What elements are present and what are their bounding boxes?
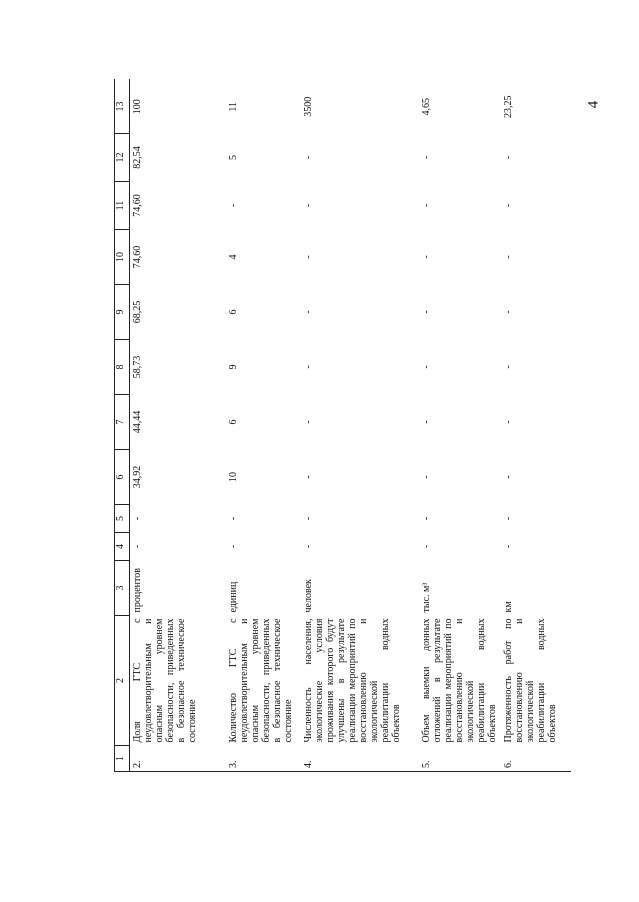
value-cell: - — [302, 420, 314, 424]
table-row — [226, 80, 301, 772]
column-header: 3 — [115, 561, 130, 616]
value-cell: 4 — [227, 254, 239, 260]
value-cell: - — [420, 365, 432, 369]
value-cell: 34,92 — [132, 465, 143, 489]
value-cell: 4,65 — [420, 98, 432, 116]
value-cell: 11 — [227, 101, 239, 112]
page-number: 4 — [585, 100, 602, 109]
value-cell: - — [420, 155, 432, 160]
value-cell: - — [227, 516, 239, 521]
column-header: 10 — [115, 230, 130, 285]
unit-cell: км — [502, 601, 514, 613]
value-cell: 6 — [227, 309, 239, 315]
value-cell: - — [502, 255, 514, 259]
row-number: 3. — [226, 746, 301, 772]
table-row — [301, 80, 419, 772]
value-cell: - — [302, 203, 314, 208]
indicator-description: Объем выемки донных отложений в результате реализации мероприятий по восстановлению и экологической реабилитации водных объектов — [420, 618, 498, 743]
value-cell: - — [502, 203, 514, 208]
unit-cell: единиц — [227, 581, 239, 613]
indicators-table — [114, 79, 571, 772]
column-header: 13 — [115, 80, 130, 134]
value-cell: - — [420, 420, 432, 424]
value-cell: - — [420, 255, 432, 259]
value-cell: - — [420, 310, 432, 314]
value-cell: - — [420, 544, 432, 549]
value-cell: - — [302, 544, 314, 549]
value-cell: - — [302, 155, 314, 160]
value-cell: - — [302, 310, 314, 314]
value-cell: - — [420, 516, 432, 521]
value-cell: - — [302, 365, 314, 369]
value-cell: - — [502, 310, 514, 314]
value-cell: - — [502, 155, 514, 160]
indicator-description: Протяженность работ по восстановлению и экологической реабилитации водных объектов — [502, 618, 558, 743]
value-cell: 10 — [227, 472, 239, 482]
value-cell: - — [302, 475, 314, 479]
column-header: 7 — [115, 395, 130, 450]
column-header: 9 — [115, 285, 130, 340]
value-cell: - — [502, 365, 514, 369]
table-row — [501, 80, 571, 772]
value-cell: 74,60 — [132, 245, 143, 269]
column-header: 6 — [115, 450, 130, 505]
value-cell: 23,25 — [502, 95, 514, 118]
column-header: 5 — [115, 505, 130, 533]
column-header: 12 — [115, 134, 130, 182]
value-cell: - — [420, 475, 432, 479]
value-cell: 6 — [227, 419, 239, 425]
value-cell: 100 — [132, 99, 143, 115]
indicator-description: Количество ГТС с неудовлетворительным и опасным уровнем безопасности, приведенных в безопасное техническое состояние — [227, 618, 294, 743]
value-cell: - — [502, 475, 514, 479]
value-cell: 68,25 — [132, 300, 143, 324]
value-cell: - — [302, 255, 314, 259]
row-number: 6. — [501, 746, 571, 772]
unit-cell: человек — [302, 579, 314, 613]
indicator-description: Доля ГТС с неудовлетворительным и опасным уровнем безопасности, приведенных в безопасное техническое состояние — [132, 618, 198, 743]
row-number: 4. — [301, 746, 419, 772]
value-cell: - — [502, 516, 514, 521]
column-header: 4 — [115, 533, 130, 561]
unit-cell: процентов — [132, 568, 143, 613]
table-row — [130, 80, 226, 772]
value-cell: - — [132, 544, 143, 549]
column-header: 2 — [115, 616, 130, 746]
value-cell: 82,54 — [132, 146, 143, 169]
value-cell: - — [227, 544, 239, 549]
value-cell: 74,60 — [132, 194, 143, 217]
value-cell: - — [302, 516, 314, 521]
header-row — [115, 80, 130, 772]
indicator-description: Численность населения, экологические условия проживания которого будут улучшены в результате реализации мероприятий по восстановлению и экологической реабилитации водных объектов — [302, 618, 402, 743]
value-cell: - — [502, 420, 514, 424]
rotated-table-sheet — [114, 80, 609, 772]
value-cell: - — [227, 203, 239, 208]
value-cell: - — [132, 516, 143, 521]
unit-cell: тыс. м³ — [420, 582, 432, 613]
value-cell: 9 — [227, 364, 239, 370]
value-cell: - — [502, 544, 514, 549]
value-cell: 58,73 — [132, 355, 143, 379]
column-header: 8 — [115, 340, 130, 395]
row-number: 2. — [130, 746, 226, 772]
row-number: 5. — [419, 746, 501, 772]
column-header: 1 — [115, 746, 130, 772]
value-cell: 5 — [227, 155, 239, 160]
value-cell: - — [420, 203, 432, 208]
table-row — [419, 80, 501, 772]
column-header: 11 — [115, 182, 130, 230]
value-cell: 3500 — [302, 96, 314, 117]
value-cell: 44,44 — [132, 410, 143, 434]
